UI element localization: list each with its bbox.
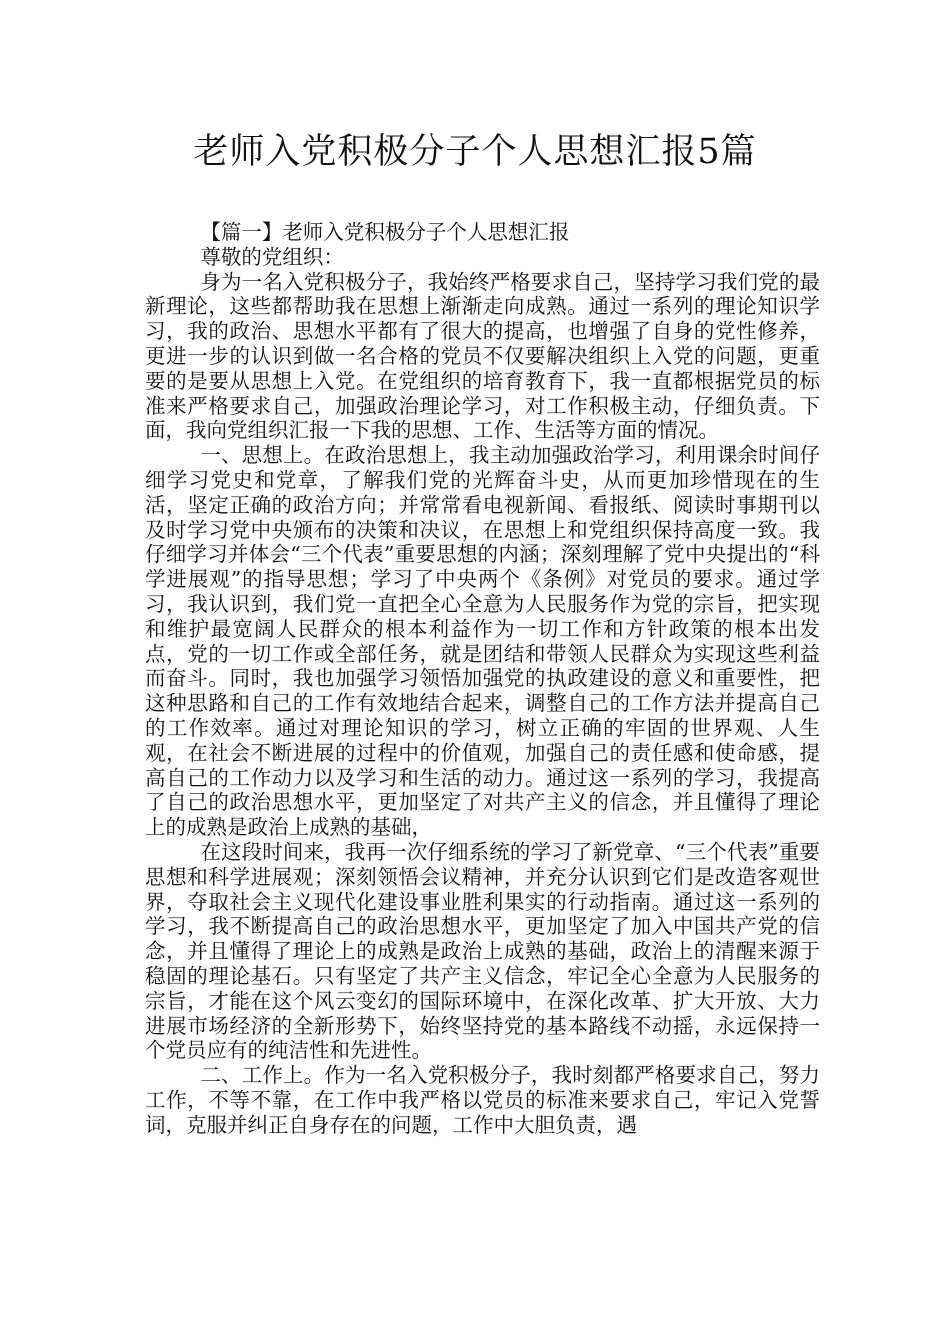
document-body [145,220,820,1137]
body-paragraph: 一、思想上。在政治思想上，我主动加强政治学习，利用课余时间仔细学习党史和党章，了解我们党的光辉奋斗史，从而更加珍惜现在的生活，坚定正确的政治方向；并常常看电视新闻、看报纸、阅读时事期刊以及时学习党中央颁布的决策和决议，在思想上和党组织保持高度一致。我仔细学习并体会“三个代表”重要思想的内涵；深刻理解了党中央提出的“科学进展观”的指导思想；学习了中央两个《条例》对党员的要求。通过学习，我认识到，我们党一直把全心全意为人民服务作为党的宗旨，把实现和维护最宽阔人民群众的根本利益作为一切工作和方针政策的根本出发点，党的一切工作或全部任务，就是团结和带领人民群众为实现这些利益而奋斗。同时，我也加强学习领悟加强党的执政建设的意义和重要性，把这种思路和自己的工作有效地结合起来，调整自己的工作方法并提高自己的工作效率。通过对理论知识的学习，树立正确的牢固的世界观、人生观，在社会不断进展的过程中的价值观，加强自己的责任感和使命感，提高自己的工作动力以及学习和生活的动力。通过这一系列的学习，我提高了自己的政治思想水平，更加坚定了对共产主义的信念，并且懂得了理论上的成熟是政治上成熟的基础， [145,443,820,840]
body-paragraph: 身为一名入党积极分子，我始终严格要求自己，坚持学习我们党的最新理论，这些都帮助我在思想上渐渐走向成熟。通过一系列的理论知识学习，我的政治、思想水平都有了很大的提高，也增强了自身的党性修养，更进一步的认识到做一名合格的党员不仅要解决组织上入党的问题，更重要的是要从思想上入党。在党组织的培育教育下，我一直都根据党员的标准来严格要求自己，加强政治理论学习，对工作积极主动，仔细负责。下面，我向党组织汇报一下我的思想、工作、生活等方面的情况。 [145,269,820,443]
section-heading: 【篇一】老师入党积极分子个人思想汇报 [200,220,570,244]
body-paragraph: 在这段时间来，我再一次仔细系统的学习了新党章、“三个代表”重要思想和科学进展观；深刻领悟会议精神，并充分认识到它们是改造客观世界，夺取社会主义现代化建设事业胜利果实的行动指南。通过这一系列的学习，我不断提高自己的政治思想水平，更加坚定了加入中国共产党的信念，并且懂得了理论上的成熟是政治上成熟的基础，政治上的清醒来源于稳固的理论基石。只有坚定了共产主义信念，牢记全心全意为人民服务的宗旨，才能在这个风云变幻的国际环境中，在深化改革、扩大开放、大力进展市场经济的全新形势下，始终坚持党的基本路线不动摇，永远保持一个党员应有的纯洁性和先进性。 [145,839,820,1063]
body-paragraph: 二、工作上。作为一名入党积极分子，我时刻都严格要求自己，努力工作，不等不靠，在工作中我严格以党员的标准来要求自己，牢记入党誓词，克服并纠正自身存在的问题，工作中大胆负责，遇 [145,1063,820,1137]
salutation: 尊敬的党组织： [200,244,344,269]
document-title: 老师入党积极分子个人思想汇报5篇 [193,132,757,172]
